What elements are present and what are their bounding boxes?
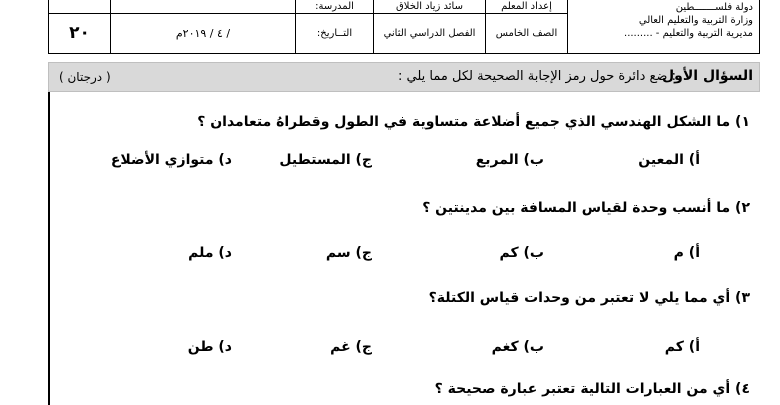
teacher-label: إعداد المعلم [485, 0, 567, 13]
school-value [110, 0, 295, 13]
q1-option-d: د) متوازي الأضلاع [110, 152, 232, 168]
date-label: التــاريخ: [295, 13, 373, 53]
date-value: / ٤ / ٢٠١٩م [110, 13, 295, 53]
q3-option-c: ج) غم [330, 339, 372, 355]
q3-option-a: أ) كم [664, 339, 700, 355]
q3-option-d: د) طن [187, 339, 232, 355]
q2-option-d: د) ملم [188, 245, 232, 261]
page-border-line [48, 92, 50, 405]
q1-option-b: ب) المربع [475, 152, 544, 168]
teacher-name: سائد زياد الخلاق [373, 0, 485, 13]
q2-option-c: ج) سم [325, 245, 372, 261]
question-points: ( درجتان ) [59, 70, 111, 84]
question-one-bar [48, 62, 760, 92]
class-label: الصف الخامس [485, 13, 567, 53]
ministry-block [567, 0, 759, 53]
ministry-name: وزارة التربية والتعليم العالي [638, 15, 753, 26]
semester-label: الفصل الدراسي الثاني [373, 13, 485, 53]
question-instruction: : ضع دائرة حول رمز الإجابة الصحيحة لكل مما يلي : [398, 69, 676, 84]
q2-option-a: أ) م [673, 245, 700, 261]
total-mark: ٢٠ [69, 23, 90, 43]
mark-top-cell [49, 0, 110, 13]
question-2-text: ٢) ما أنسب وحدة لقياس المسافة بين مدينتين ؟ [422, 200, 750, 216]
question-title: السؤال الأول [662, 68, 753, 84]
q3-option-b: ب) كغم [491, 339, 544, 355]
q1-option-c: ج) المستطيل [279, 152, 372, 168]
country-name: دولة فلســـــــطين [675, 2, 753, 13]
question-1-text: ١) ما الشكل الهندسي الذي جميع أضلاعة متساوية في الطول وقطراهُ متعامدان ؟ [197, 114, 750, 130]
directorate-name: مديرية التربية والتعليم - ......... [624, 28, 753, 39]
question-3-text: ٣) أي مما يلي لا تعتبر من وحدات قياس الكتلة؟ [428, 290, 750, 306]
header-table [48, 0, 760, 54]
q2-option-b: ب) كم [499, 245, 544, 261]
school-label: المدرسة: [295, 0, 373, 13]
question-4-text: ٤) أي من العبارات التالية تعتبر عبارة صحيحة ؟ [434, 381, 750, 397]
q1-option-a: أ) المعين [638, 152, 700, 168]
